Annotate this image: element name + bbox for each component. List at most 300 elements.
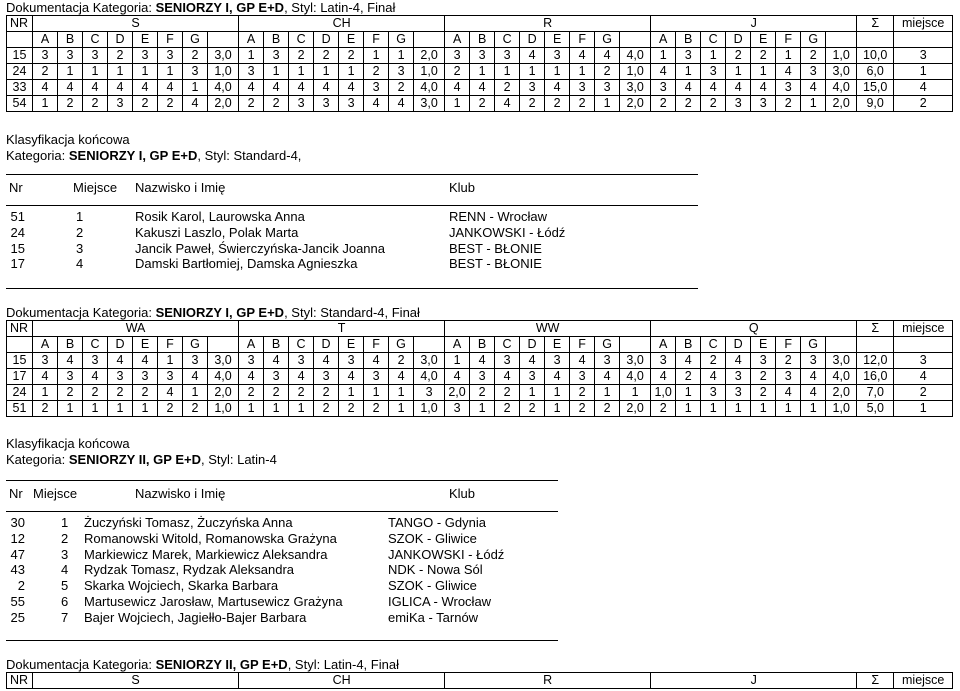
empty-cell bbox=[414, 337, 445, 353]
score-cell: 7,0 bbox=[857, 385, 894, 401]
judge-header: G bbox=[389, 337, 414, 353]
klas-nr: 2 bbox=[17, 578, 25, 594]
score-cell: 3 bbox=[801, 64, 826, 80]
score-cell: 1 bbox=[520, 64, 545, 80]
score-cell: 2 bbox=[701, 353, 726, 369]
score-cell: 2 bbox=[364, 401, 389, 417]
score-cell: 3 bbox=[726, 96, 751, 112]
klas2-rule-top bbox=[6, 480, 558, 481]
klas-nr: 25 bbox=[10, 609, 25, 625]
score-cell: 2 bbox=[289, 385, 314, 401]
klas-nazwisko: Kakuszi Laszlo, Polak Marta bbox=[135, 224, 299, 240]
empty-cell bbox=[414, 32, 445, 48]
score-cell: 2,0 bbox=[620, 401, 651, 417]
klas-miejsce: 3 bbox=[61, 546, 69, 562]
score-cell: 4 bbox=[83, 80, 108, 96]
score-cell: 3 bbox=[289, 96, 314, 112]
score-cell: 1 bbox=[894, 401, 953, 417]
judge-header: A bbox=[239, 32, 264, 48]
score-cell: 2 bbox=[520, 96, 545, 112]
judges-header-row bbox=[7, 32, 953, 48]
judge-header: A bbox=[33, 32, 58, 48]
score-cell: 3 bbox=[894, 48, 953, 64]
klas1-col-nazwisko: Nazwisko i Imię bbox=[135, 180, 226, 195]
score-cell: 1 bbox=[520, 385, 545, 401]
score-cell: 2 bbox=[570, 385, 595, 401]
score-cell: 1,0 bbox=[414, 64, 445, 80]
score-table-2 bbox=[6, 320, 953, 417]
score-cell: 2,0 bbox=[826, 385, 857, 401]
score-cell: 2 bbox=[495, 80, 520, 96]
judge-header: A bbox=[445, 337, 470, 353]
judge-header: G bbox=[595, 32, 620, 48]
klas-klub: BEST - BŁONIE bbox=[449, 256, 542, 272]
score-cell: 3 bbox=[495, 353, 520, 369]
score-cell: 2 bbox=[83, 96, 108, 112]
score-cell: 3 bbox=[776, 369, 801, 385]
score-cell: 4 bbox=[495, 369, 520, 385]
score-cell: 1 bbox=[183, 385, 208, 401]
score-cell: 2 bbox=[239, 385, 264, 401]
score-cell: 5,0 bbox=[857, 401, 894, 417]
dance-group-header: WW bbox=[445, 321, 651, 337]
klas-nr: 43 bbox=[10, 562, 25, 578]
score-cell: 4 bbox=[726, 80, 751, 96]
score-cell: 3 bbox=[314, 369, 339, 385]
score-cell: 2 bbox=[158, 96, 183, 112]
dance-group-header: J bbox=[651, 673, 857, 689]
score-cell: 4 bbox=[520, 48, 545, 64]
score-cell: 2 bbox=[776, 353, 801, 369]
score-cell: 2 bbox=[133, 385, 158, 401]
score-cell: 3 bbox=[545, 48, 570, 64]
score-cell: 1 bbox=[470, 64, 495, 80]
score-table-3 bbox=[6, 672, 953, 689]
score-cell: 2 bbox=[676, 369, 701, 385]
score-cell: 3 bbox=[133, 48, 158, 64]
judge-header: D bbox=[314, 337, 339, 353]
score-row bbox=[7, 96, 953, 112]
score-cell: 1 bbox=[133, 401, 158, 417]
score-cell: 2 bbox=[801, 48, 826, 64]
empty-cell bbox=[7, 32, 33, 48]
score-cell: 1,0 bbox=[620, 64, 651, 80]
judge-header: B bbox=[470, 337, 495, 353]
score-cell: 33 bbox=[7, 80, 33, 96]
judge-header: E bbox=[545, 32, 570, 48]
score-cell: 2 bbox=[701, 96, 726, 112]
score-cell: 2 bbox=[570, 401, 595, 417]
klas-klub: SZOK - Gliwice bbox=[388, 578, 477, 594]
score-cell: 4 bbox=[183, 96, 208, 112]
score-cell: 1 bbox=[364, 48, 389, 64]
score-cell: 1 bbox=[701, 48, 726, 64]
dance-group-header: J bbox=[651, 16, 857, 32]
judge-header: D bbox=[108, 337, 133, 353]
score-cell: 3,0 bbox=[208, 48, 239, 64]
score-cell: 4,0 bbox=[620, 369, 651, 385]
score-cell: 4 bbox=[364, 353, 389, 369]
klas1-rule-mid bbox=[6, 205, 698, 206]
judge-header: D bbox=[726, 337, 751, 353]
score-cell: 2,0 bbox=[826, 96, 857, 112]
title-suffix: , Styl: Latin-4, Finał bbox=[284, 0, 396, 15]
score-cell: 1 bbox=[389, 48, 414, 64]
score-cell: 4 bbox=[389, 96, 414, 112]
score-cell: 4 bbox=[58, 353, 83, 369]
judge-header: B bbox=[58, 337, 83, 353]
score-cell: 4 bbox=[894, 80, 953, 96]
judge-header: D bbox=[314, 32, 339, 48]
title-suffix: , Styl: Latin-4, Finał bbox=[287, 657, 399, 672]
score-cell: 3 bbox=[389, 64, 414, 80]
score-cell: 3 bbox=[183, 353, 208, 369]
score-cell: 3 bbox=[595, 353, 620, 369]
score-row bbox=[7, 48, 953, 64]
klas2-rule-bottom bbox=[6, 640, 558, 641]
score-cell: 2 bbox=[595, 401, 620, 417]
score-cell: 3 bbox=[470, 48, 495, 64]
score-cell: 1 bbox=[264, 64, 289, 80]
judge-header: C bbox=[83, 337, 108, 353]
score-cell: 4 bbox=[389, 369, 414, 385]
score-cell: 16,0 bbox=[857, 369, 894, 385]
score-cell: 2 bbox=[470, 385, 495, 401]
dance-group-header: R bbox=[445, 16, 651, 32]
score-cell: 1 bbox=[183, 80, 208, 96]
score-cell: 4 bbox=[676, 353, 701, 369]
score-cell: 3 bbox=[264, 48, 289, 64]
judge-header: G bbox=[595, 337, 620, 353]
sigma-header: Σ bbox=[857, 673, 894, 689]
empty-cell bbox=[620, 337, 651, 353]
score-cell: 4 bbox=[676, 80, 701, 96]
klas2-col-klub: Klub bbox=[449, 486, 476, 501]
empty-cell bbox=[894, 32, 953, 48]
klas-nr: 15 bbox=[10, 240, 25, 256]
klas-miejsce: 1 bbox=[76, 209, 84, 224]
klas1-rule-bottom bbox=[6, 288, 698, 289]
score-cell: 1 bbox=[289, 401, 314, 417]
score-cell: 1 bbox=[339, 64, 364, 80]
klas-klub: SZOK - Gliwice bbox=[388, 530, 477, 546]
score-cell: 4 bbox=[314, 80, 339, 96]
score-cell: 3 bbox=[33, 48, 58, 64]
score-cell: 4 bbox=[570, 353, 595, 369]
judge-header: C bbox=[701, 32, 726, 48]
score-cell: 2 bbox=[495, 401, 520, 417]
score-cell: 1 bbox=[83, 64, 108, 80]
score-cell: 4,0 bbox=[620, 48, 651, 64]
empty-cell bbox=[208, 337, 239, 353]
score-cell: 24 bbox=[7, 64, 33, 80]
score-cell: 4 bbox=[726, 353, 751, 369]
score-cell: 2,0 bbox=[208, 385, 239, 401]
judge-header: F bbox=[364, 32, 389, 48]
score-cell: 3 bbox=[520, 369, 545, 385]
title-category: SENIORZY I, GP E+D bbox=[155, 0, 285, 15]
klas-klub: IGLICA - Wrocław bbox=[388, 594, 492, 609]
judge-header: A bbox=[445, 32, 470, 48]
score-cell: 1 bbox=[389, 385, 414, 401]
score-cell: 2,0 bbox=[445, 385, 470, 401]
score-cell: 2 bbox=[776, 96, 801, 112]
judge-header: D bbox=[520, 337, 545, 353]
miejsce-header: miejsce bbox=[894, 321, 953, 337]
judge-header: F bbox=[570, 32, 595, 48]
score-cell: 3 bbox=[545, 353, 570, 369]
score-cell: 2 bbox=[445, 64, 470, 80]
judge-header: A bbox=[651, 32, 676, 48]
score-cell: 3 bbox=[289, 353, 314, 369]
empty-cell bbox=[826, 337, 857, 353]
score-cell: 2 bbox=[264, 385, 289, 401]
klas1-col-nr: Nr bbox=[9, 180, 23, 195]
klas2-col-nr: Nr bbox=[9, 486, 23, 501]
score-cell: 4,0 bbox=[826, 369, 857, 385]
score-cell: 3 bbox=[183, 64, 208, 80]
score-cell: 1 bbox=[364, 385, 389, 401]
score-cell: 2 bbox=[314, 385, 339, 401]
score-cell: 2 bbox=[495, 385, 520, 401]
score-row bbox=[7, 80, 953, 96]
title-prefix: Dokumentacja Kategoria: bbox=[6, 305, 156, 320]
score-cell: 3 bbox=[58, 369, 83, 385]
score-cell: 1,0 bbox=[414, 401, 445, 417]
score-cell: 2 bbox=[83, 385, 108, 401]
klas-nr: 12 bbox=[10, 530, 25, 546]
klas-klub: BEST - BŁONIE bbox=[449, 240, 542, 256]
klas-nr: 24 bbox=[10, 224, 25, 240]
score-cell: 2 bbox=[364, 64, 389, 80]
score-cell: 3 bbox=[108, 96, 133, 112]
score-cell: 10,0 bbox=[857, 48, 894, 64]
judge-header: E bbox=[133, 337, 158, 353]
score-cell: 3 bbox=[339, 353, 364, 369]
score-cell: 3,0 bbox=[208, 353, 239, 369]
score-cell: 2 bbox=[751, 385, 776, 401]
judge-header: D bbox=[520, 32, 545, 48]
klas-nazwisko: Bajer Wojciech, Jagiełło-Bajer Barbara bbox=[84, 609, 307, 625]
score-cell: 1 bbox=[389, 401, 414, 417]
sigma-header: Σ bbox=[857, 321, 894, 337]
klas1-col-klub: Klub bbox=[449, 180, 476, 195]
score-cell: 4 bbox=[133, 353, 158, 369]
score-cell: 3 bbox=[339, 96, 364, 112]
score-cell: 3,0 bbox=[620, 353, 651, 369]
title-category: SENIORZY I, GP E+D bbox=[155, 305, 285, 320]
klas2-heading: Klasyfikacja końcowa bbox=[6, 436, 130, 451]
score-cell: 1,0 bbox=[208, 64, 239, 80]
judge-header: F bbox=[158, 337, 183, 353]
score-cell: 4 bbox=[801, 80, 826, 96]
score-cell: 1 bbox=[470, 401, 495, 417]
klas-klub: NDK - Nowa Sól bbox=[388, 562, 483, 578]
score-cell: 9,0 bbox=[857, 96, 894, 112]
judge-header: A bbox=[33, 337, 58, 353]
group-header-row bbox=[7, 673, 953, 689]
judge-header: A bbox=[239, 337, 264, 353]
klas-nazwisko: Skarka Wojciech, Skarka Barbara bbox=[84, 578, 279, 594]
score-cell: 4 bbox=[445, 369, 470, 385]
dance-group-header: WA bbox=[33, 321, 239, 337]
score-cell: 4 bbox=[445, 80, 470, 96]
section2-title bbox=[6, 305, 420, 320]
score-cell: 24 bbox=[7, 385, 33, 401]
judges-header-row bbox=[7, 337, 953, 353]
score-cell: 4,0 bbox=[208, 369, 239, 385]
score-cell: 4 bbox=[58, 80, 83, 96]
score-cell: 4 bbox=[364, 96, 389, 112]
score-cell: 1,0 bbox=[826, 401, 857, 417]
score-cell: 4 bbox=[701, 369, 726, 385]
score-cell: 4 bbox=[776, 385, 801, 401]
score-cell: 3 bbox=[570, 369, 595, 385]
score-cell: 4,0 bbox=[414, 369, 445, 385]
score-cell: 17 bbox=[7, 369, 33, 385]
score-cell: 3 bbox=[83, 353, 108, 369]
score-row bbox=[7, 353, 953, 369]
score-cell: 4 bbox=[339, 369, 364, 385]
klas-nazwisko: Jancik Paweł, Świerczyńska-Jancik Joanna bbox=[135, 240, 385, 256]
score-cell: 1 bbox=[545, 401, 570, 417]
judge-header: E bbox=[751, 32, 776, 48]
score-cell: 51 bbox=[7, 401, 33, 417]
score-cell: 4 bbox=[339, 80, 364, 96]
judge-header: F bbox=[570, 337, 595, 353]
empty-cell bbox=[208, 32, 239, 48]
score-cell: 4,0 bbox=[826, 80, 857, 96]
score-cell: 2 bbox=[520, 401, 545, 417]
score-cell: 3 bbox=[239, 353, 264, 369]
score-cell: 2 bbox=[545, 96, 570, 112]
score-cell: 2 bbox=[133, 96, 158, 112]
score-cell: 2 bbox=[264, 96, 289, 112]
score-cell: 4 bbox=[239, 369, 264, 385]
score-cell: 54 bbox=[7, 96, 33, 112]
dance-group-header: Q bbox=[651, 321, 857, 337]
score-cell: 2 bbox=[58, 385, 83, 401]
score-cell: 1 bbox=[595, 96, 620, 112]
judge-header: B bbox=[676, 337, 701, 353]
header-nr: NR bbox=[7, 321, 33, 337]
klas2-rule-mid bbox=[6, 511, 558, 512]
score-cell: 4 bbox=[33, 80, 58, 96]
klas-klub: JANKOWSKI - Łódź bbox=[388, 546, 505, 562]
score-cell: 2 bbox=[894, 96, 953, 112]
judge-header: G bbox=[801, 32, 826, 48]
miejsce-header: miejsce bbox=[894, 673, 953, 689]
judge-header: C bbox=[289, 337, 314, 353]
score-cell: 2,0 bbox=[620, 96, 651, 112]
klas-miejsce: 7 bbox=[61, 609, 69, 625]
score-cell: 1 bbox=[776, 401, 801, 417]
score-cell: 1 bbox=[158, 64, 183, 80]
score-cell: 3 bbox=[158, 48, 183, 64]
header-nr: NR bbox=[7, 16, 33, 32]
klas-nr: 30 bbox=[10, 515, 25, 530]
score-cell: 1 bbox=[801, 401, 826, 417]
dance-group-header: S bbox=[33, 673, 239, 689]
score-cell: 2 bbox=[651, 96, 676, 112]
section3-title bbox=[6, 657, 399, 672]
score-cell: 1 bbox=[264, 401, 289, 417]
score-cell: 3 bbox=[651, 80, 676, 96]
group-header-row bbox=[7, 16, 953, 32]
judge-header: F bbox=[776, 337, 801, 353]
score-cell: 2 bbox=[183, 48, 208, 64]
klas-nr: 55 bbox=[10, 594, 25, 609]
score-cell: 1 bbox=[676, 64, 701, 80]
empty-cell bbox=[826, 32, 857, 48]
score-cell: 3 bbox=[58, 48, 83, 64]
klas-miejsce: 3 bbox=[76, 240, 84, 256]
score-cell: 3 bbox=[595, 80, 620, 96]
klas-miejsce: 4 bbox=[61, 562, 69, 578]
title-category: SENIORZY II, GP E+D bbox=[155, 657, 288, 672]
klas-klub: TANGO - Gdynia bbox=[388, 515, 487, 530]
score-cell: 4 bbox=[801, 385, 826, 401]
score-cell: 3 bbox=[108, 369, 133, 385]
klas-miejsce: 6 bbox=[61, 594, 69, 609]
miejsce-header: miejsce bbox=[894, 16, 953, 32]
judge-header: E bbox=[133, 32, 158, 48]
score-cell: 3 bbox=[801, 353, 826, 369]
score-cell: 4 bbox=[545, 80, 570, 96]
score-cell: 3,0 bbox=[414, 353, 445, 369]
score-cell: 2 bbox=[389, 353, 414, 369]
score-cell: 3 bbox=[894, 353, 953, 369]
score-cell: 3,0 bbox=[826, 353, 857, 369]
title-suffix: , Styl: Standard-4, Finał bbox=[284, 305, 420, 320]
score-cell: 4 bbox=[651, 369, 676, 385]
score-cell: 1 bbox=[445, 96, 470, 112]
score-cell: 3 bbox=[701, 64, 726, 80]
score-cell: 3 bbox=[364, 80, 389, 96]
score-cell: 1 bbox=[33, 385, 58, 401]
sigma-header: Σ bbox=[857, 16, 894, 32]
kat-prefix: Kategoria: bbox=[6, 452, 69, 467]
score-cell: 3 bbox=[651, 353, 676, 369]
score-cell: 1 bbox=[726, 64, 751, 80]
judge-header: G bbox=[183, 32, 208, 48]
score-cell: 4 bbox=[894, 369, 953, 385]
score-cell: 1,0 bbox=[651, 385, 676, 401]
score-cell: 2 bbox=[239, 96, 264, 112]
score-cell: 3 bbox=[33, 353, 58, 369]
dance-group-header: T bbox=[239, 321, 445, 337]
score-cell: 2 bbox=[726, 48, 751, 64]
score-cell: 2 bbox=[314, 401, 339, 417]
kat-suffix: , Styl: Standard-4, bbox=[197, 148, 302, 163]
score-cell: 1 bbox=[545, 64, 570, 80]
score-cell: 4,0 bbox=[208, 80, 239, 96]
score-cell: 4 bbox=[239, 80, 264, 96]
score-cell: 1 bbox=[108, 401, 133, 417]
score-cell: 4 bbox=[183, 369, 208, 385]
klas1-col-miejsce: Miejsce bbox=[73, 180, 118, 195]
score-cell: 2 bbox=[289, 48, 314, 64]
score-cell: 3 bbox=[445, 48, 470, 64]
title-prefix: Dokumentacja Kategoria: bbox=[6, 657, 156, 672]
score-cell: 2 bbox=[894, 385, 953, 401]
score-cell: 1 bbox=[726, 401, 751, 417]
score-cell: 4 bbox=[651, 64, 676, 80]
score-cell: 3 bbox=[158, 369, 183, 385]
dance-group-header: R bbox=[445, 673, 651, 689]
klas-nazwisko: Damski Bartłomiej, Damska Agnieszka bbox=[135, 256, 358, 272]
score-cell: 2,0 bbox=[414, 48, 445, 64]
